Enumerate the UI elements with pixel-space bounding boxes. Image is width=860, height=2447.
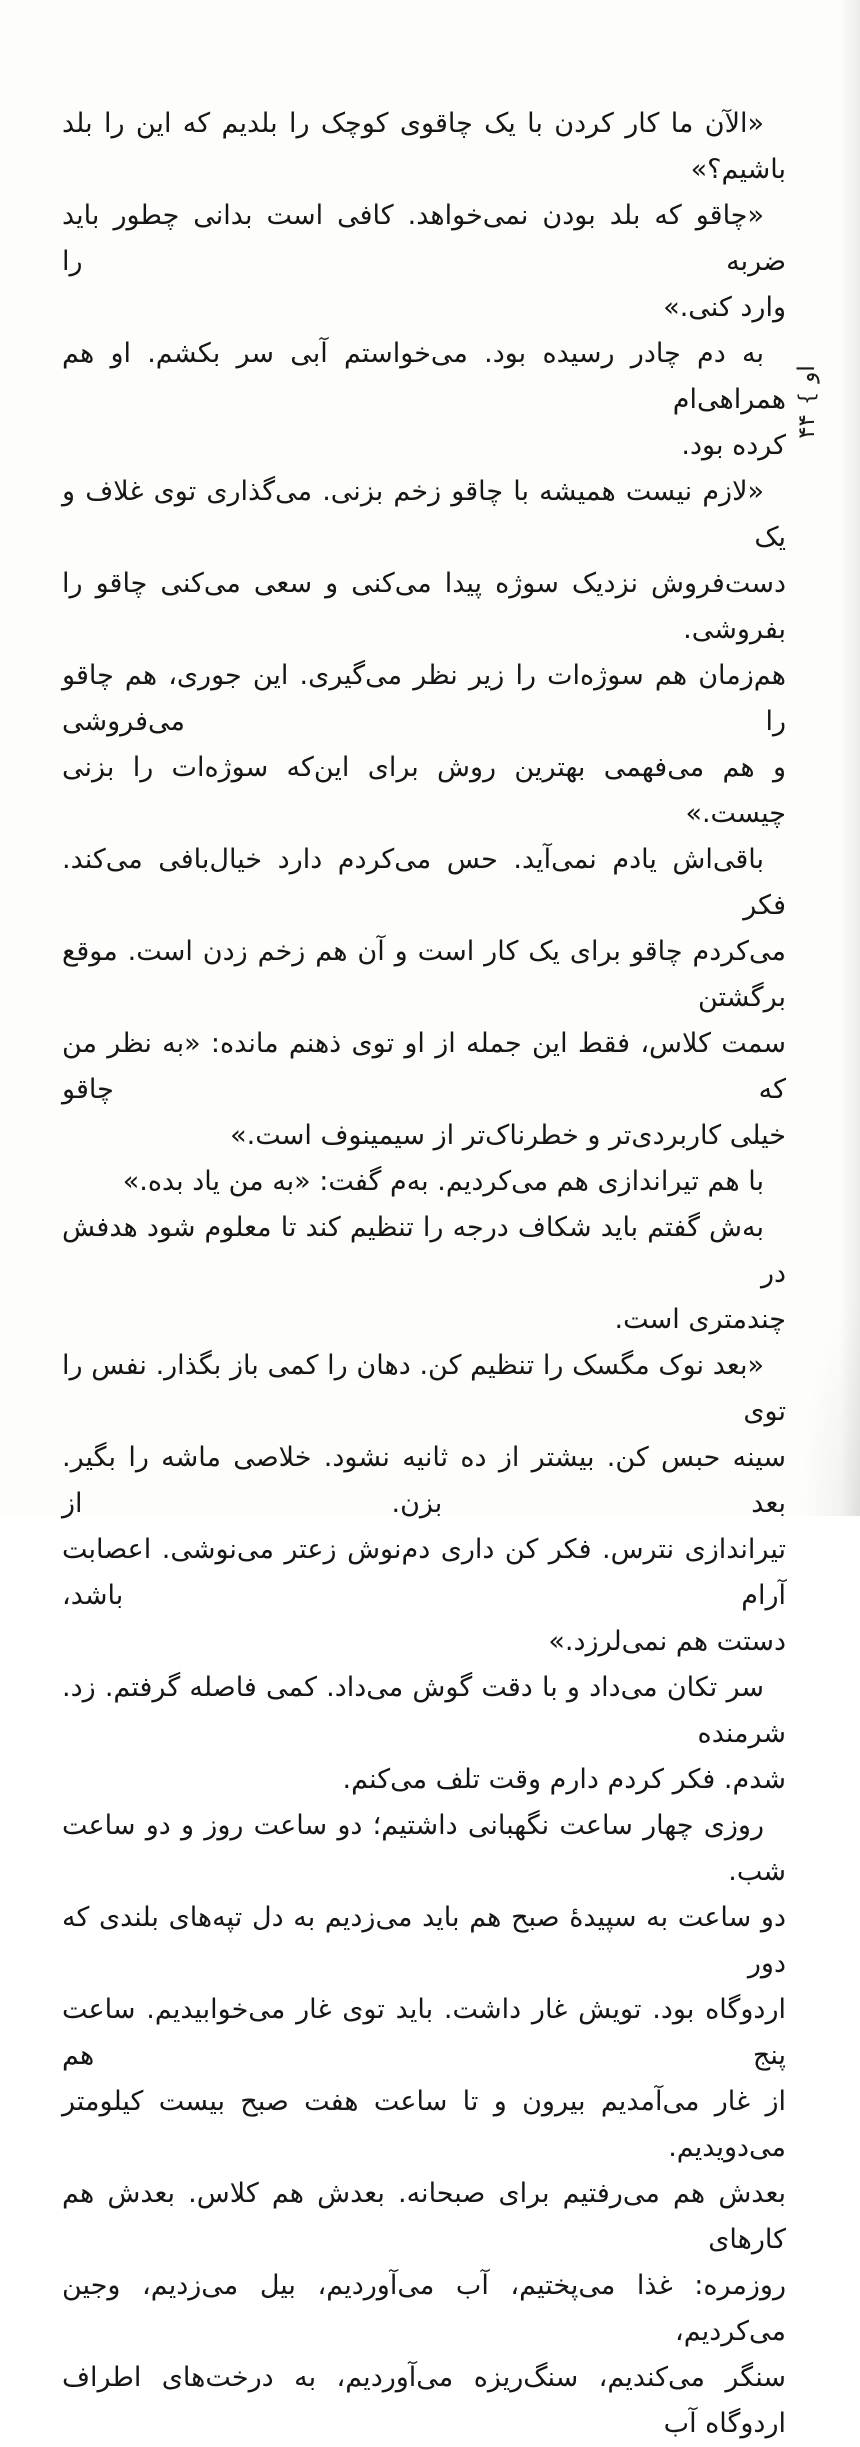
text-line: می‌کردم چاقو برای یک کار است و آن هم زخم زدن است. موقع برگشتن [62,936,786,1013]
text-line: سنگر می‌کندیم، سنگ‌ریزه می‌آوردیم، به درخت‌های اطراف اردوگاه آب [62,2362,786,2439]
text-line: خیلی کاربردی‌تر و خطرناک‌تر از سیمینوف است.» [230,1120,786,1151]
text-line: «لازم نیست همیشه با چاقو زخم بزنی. می‌گذاری توی غلاف و یک [62,476,786,553]
header-brace: } [795,391,819,406]
text-line: «بعد نوک مگسک را تنظیم کن. دهان را کمی باز بگذار. نفس را توی [62,1350,786,1427]
text-line: روزی چهار ساعت نگهبانی داشتیم؛ دو ساعت روز و دو ساعت شب. [62,1810,786,1887]
text-line: دو ساعت به سپیدهٔ صبح هم باید می‌زدیم به دل تپه‌های بلندی که دور [62,1902,786,1979]
text-line: اردوگاه بود. تویش غار داشت. باید توی غار می‌خوابیدیم. ساعت پنج هم [62,1994,786,2071]
text-line: چندمتری است. [614,1304,786,1335]
page-number: ۴۴ [794,414,820,439]
text-line: تیراندازی نترس. فکر کن داری دم‌نوش زعتر می‌نوشی. اعصابت آرام باشد، [62,1534,786,1611]
text-line: «چاقو که بلد بودن نمی‌خواهد. کافی است بدانی چطور باید ضربه را [62,200,786,277]
page-edge-shadow [840,0,860,1516]
text-line: کرده بود. [681,430,786,461]
text-line: بعدش هم می‌رفتیم برای صبحانه. بعدش هم کلاس. بعدش هم کارهای [62,2178,786,2255]
text-line: باقی‌اش یادم نمی‌آید. حس می‌کردم دارد خیال‌بافی می‌کند. فکر [62,844,786,921]
text-line: از غار می‌آمدیم بیرون و تا ساعت هفت صبح بیست کیلومتر می‌دویدیم. [62,2086,786,2163]
text-line: و هم می‌فهمی بهترین روش برای این‌که سوژه‌ات را بزنی چیست.» [62,752,786,829]
text-line: سر تکان می‌داد و با دقت گوش می‌داد. کمی فاصله گرفتم. زد. شرمنده [62,1672,786,1749]
text-line: وارد کنی.» [663,292,786,323]
text-line: دستت هم نمی‌لرزد.» [548,1626,786,1657]
text-line: سینه حبس کن. بیشتر از ده ثانیه نشود. خلاصی ماشه را بگیر. بعد بزن. از [62,1442,786,1519]
text-line: با هم تیراندازی هم می‌کردیم. به‌م گفت: «به من یاد بده.» [122,1166,764,1197]
text-line: به‌ش گفتم باید شکاف درجه را تنظیم کند تا معلوم شود هدفش در [62,1212,786,1289]
text-line: دست‌فروش نزدیک سوژه پیدا می‌کنی و سعی می‌کنی چاقو را بفروشی. [62,568,786,645]
text-line: روزمره: غذا می‌پختیم، آب می‌آوردیم، بیل می‌زدیم، وجین می‌کردیم، [62,2270,786,2347]
book-title: او [794,365,820,383]
text-line: به دم چادر رسیده بود. می‌خواستم آبی سر بکشم. او هم همراهی‌ام [62,338,786,415]
page-text [62,101,786,2447]
text-line: هم‌زمان هم سوژه‌ات را زیر نظر می‌گیری. این جوری، هم چاقو را می‌فروشی [62,660,786,737]
text-line: شدم. فکر کردم دارم وقت تلف می‌کنم. [342,1764,786,1795]
running-header [794,337,820,467]
text-line: سمت کلاس، فقط این جمله از او توی ذهنم مانده: «به نظر من که چاقو [62,1028,786,1105]
text-line: «الآن ما کار کردن با یک چاقوی کوچک را بلدیم که این را بلد باشیم؟» [62,108,786,185]
page-corner-shadow [800,1296,860,1516]
